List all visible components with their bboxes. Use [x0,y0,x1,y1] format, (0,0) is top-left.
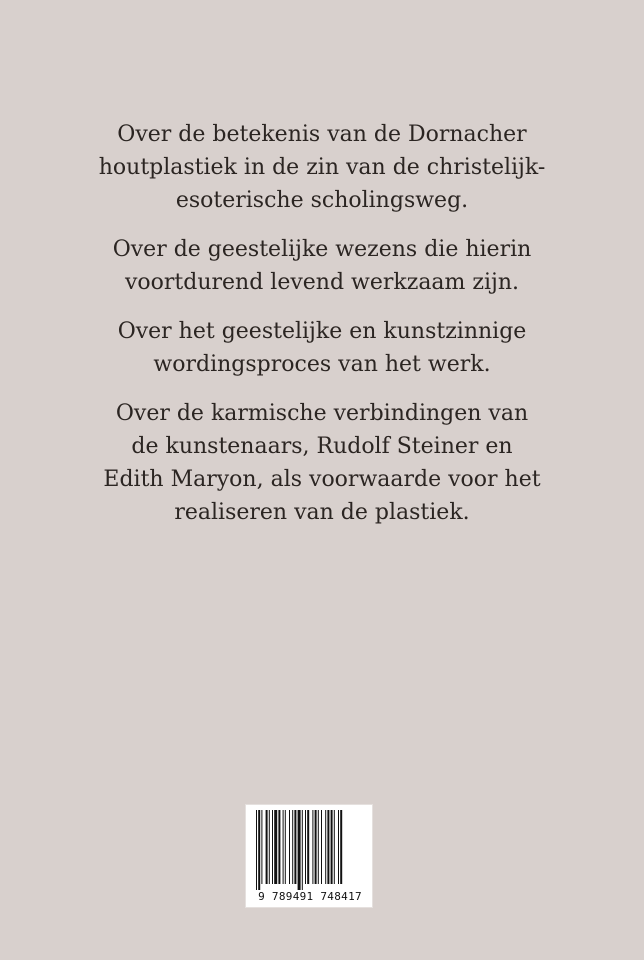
barcode-bar [331,810,333,884]
barcode-bar [334,810,335,884]
barcode-bars [254,810,366,890]
back-cover-blurb [0,118,644,545]
barcode-bar [269,810,270,884]
barcode-bar [278,810,280,884]
blurb-line: de kunstenaars, Rudolf Steiner en [131,434,513,459]
blurb-line: wordingsproces van het werk. [153,352,491,377]
blurb-line: Over de karmische verbindingen van [115,401,529,426]
blurb-line: voortdurend levend werkzaam zijn. [124,270,520,295]
barcode-bar [321,810,322,884]
barcode-bar [325,810,326,884]
barcode-bar [340,810,342,884]
barcode-bar [292,810,293,884]
barcode-bar [272,810,273,884]
blurb-line: Over de geestelijke wezens die hierin [112,237,532,262]
barcode-bar [318,810,319,884]
blurb-paragraph-1 [0,118,644,217]
barcode-bar [294,810,296,884]
barcode-bar [258,810,260,890]
blurb-line: Over de betekenis van de Dornacher [117,122,527,147]
barcode-bar [266,810,268,884]
blurb-line: Over het geestelijke en kunstzinnige [117,319,527,344]
blurb-paragraph-3 [0,315,644,381]
barcode-bar [283,810,284,884]
blurb-paragraph-2 [0,233,644,299]
barcode-bar [327,810,329,884]
barcode-bar [338,810,339,884]
barcode-bar [289,810,290,884]
blurb-line: houtplastiek in de zin van de christelijk- [98,155,546,180]
barcode-bar [302,810,303,890]
blurb-paragraph-4 [0,397,644,529]
isbn-barcode [245,804,373,908]
isbn-number: 9 789491 748417 [258,890,362,903]
barcode-bar [274,810,277,884]
barcode-bar [285,810,286,884]
barcode-bar [256,810,257,890]
blurb-line: Edith Maryon, als voorwaarde voor het [103,467,541,492]
blurb-line: esoterische scholingsweg. [175,188,469,213]
barcode-bar [305,810,306,884]
blurb-line: realiseren van de plastiek. [174,500,470,525]
barcode-bar [307,810,309,884]
barcode-bar [298,810,301,890]
barcode-bar [312,810,313,884]
barcode-bar [315,810,317,884]
barcode-bar [261,810,262,884]
